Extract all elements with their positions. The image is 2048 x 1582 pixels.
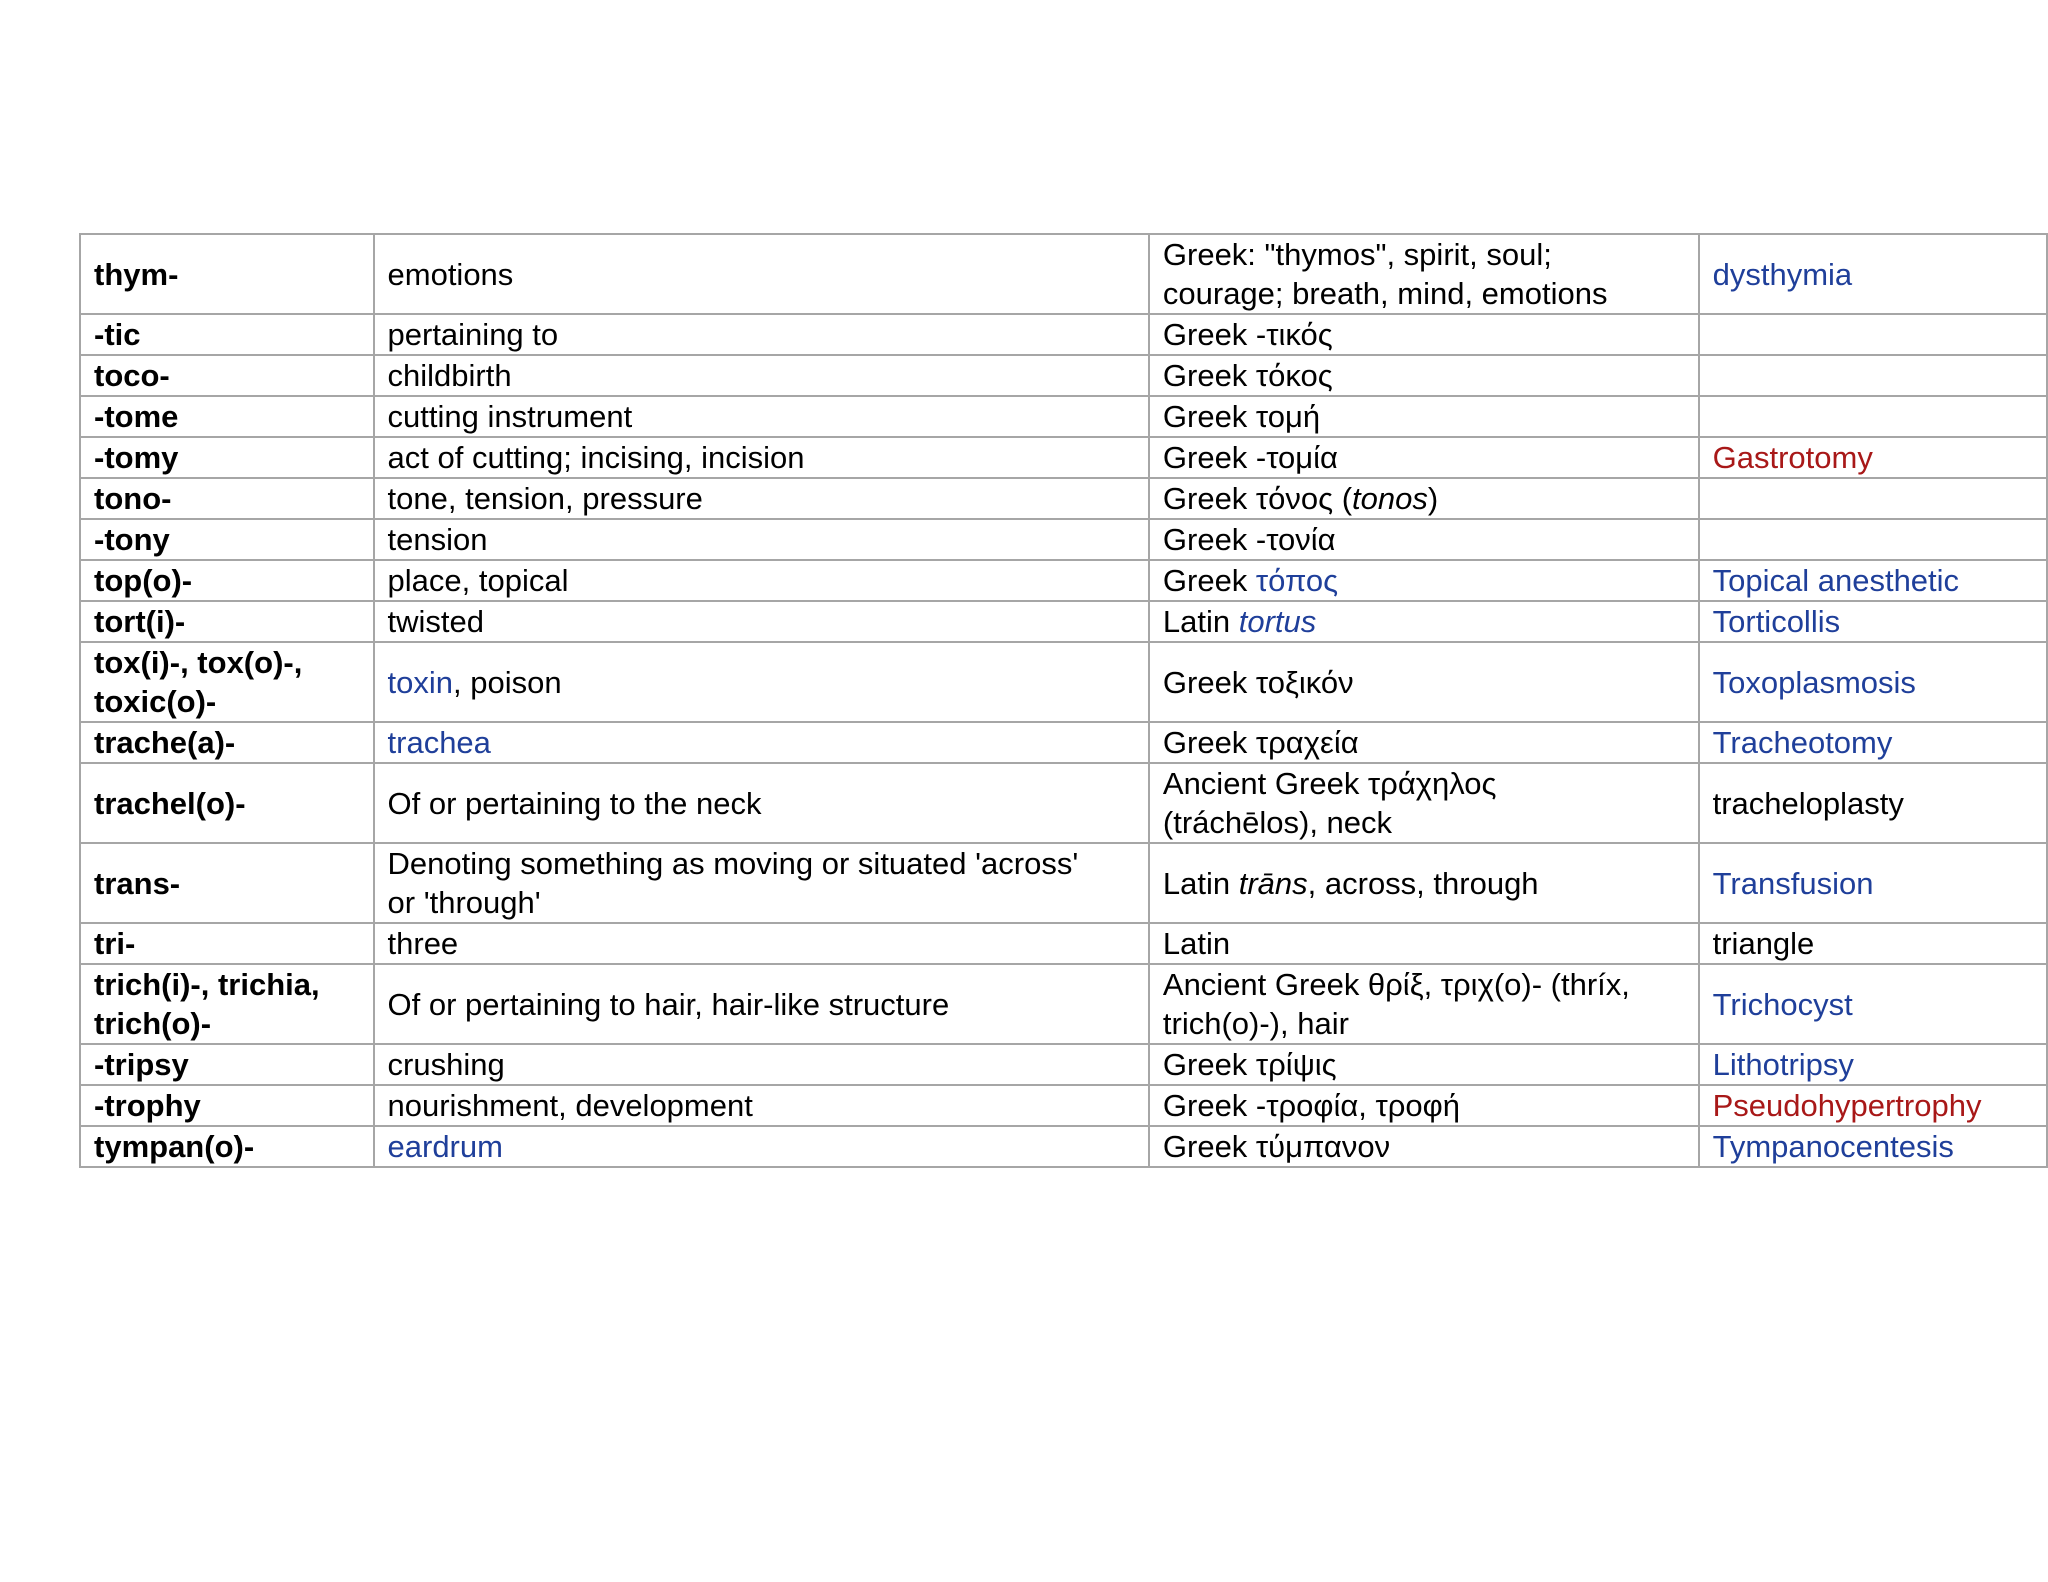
example-cell <box>1699 763 2047 843</box>
term-text: thym- <box>94 256 179 292</box>
cell-text: Greek τύμπανον <box>1162 1129 1391 1164</box>
example-cell <box>1699 1085 2047 1126</box>
table-row <box>80 923 2047 964</box>
cell-text: Greek τόκος <box>1162 358 1333 393</box>
cell-text: tone, tension, pressure <box>387 481 703 516</box>
term-cell <box>80 478 374 519</box>
term-text: tono- <box>94 481 172 516</box>
example-text[interactable]: Tracheotomy <box>1712 725 1893 760</box>
meaning-cell <box>374 1044 1149 1085</box>
cell-line <box>388 1045 1135 1084</box>
example-cell <box>1699 1044 2047 1085</box>
cell-line <box>388 479 1135 518</box>
term-cell <box>80 1044 374 1085</box>
cell-line <box>388 663 1135 702</box>
cell-line <box>1163 924 1685 963</box>
meaning-cell <box>374 601 1149 642</box>
origin-cell <box>1149 355 1699 396</box>
cell-text: Greek -τροφία, τροφή <box>1162 1088 1460 1123</box>
term-text: -tony <box>94 522 170 557</box>
meaning-cell <box>374 234 1149 314</box>
cell-text: Ancient Greek τράχηλος <box>1162 766 1497 801</box>
link-text[interactable]: trachea <box>387 725 491 760</box>
cell-text: Latin <box>1162 604 1239 639</box>
cell-text: Greek -τικός <box>1162 317 1333 352</box>
table-row <box>80 234 2047 314</box>
table-row <box>80 964 2047 1044</box>
term-text: -tripsy <box>94 1047 189 1082</box>
table-row <box>80 1044 2047 1085</box>
cell-text: tonos <box>1352 481 1428 516</box>
example-cell <box>1699 478 2047 519</box>
example-cell <box>1699 560 2047 601</box>
term-text: tort(i)- <box>94 604 186 639</box>
cell-line <box>388 397 1135 436</box>
cell-text: twisted <box>387 604 484 639</box>
origin-cell <box>1149 1085 1699 1126</box>
cell-text: Greek τοξικόν <box>1162 664 1354 700</box>
cell-line <box>1163 1086 1685 1125</box>
cell-text: Greek τομή <box>1162 399 1321 434</box>
origin-cell <box>1149 478 1699 519</box>
origin-cell <box>1149 601 1699 642</box>
term-cell <box>80 1085 374 1126</box>
table-row <box>80 437 2047 478</box>
cell-line <box>1163 315 1685 354</box>
cell-text: trāns <box>1238 865 1308 901</box>
meaning-cell <box>374 964 1149 1044</box>
example-cell <box>1699 355 2047 396</box>
example-cell <box>1699 314 2047 355</box>
example-cell <box>1699 642 2047 722</box>
cell-text: pertaining to <box>387 317 559 352</box>
link-text[interactable]: eardrum <box>387 1129 503 1164</box>
term-text: tri- <box>94 926 136 961</box>
cell-text: Greek τόνος ( <box>1162 481 1353 516</box>
term-cell <box>80 843 374 923</box>
cell-line <box>1163 1045 1685 1084</box>
cell-text: courage; breath, mind, emotions <box>1162 276 1608 311</box>
term-cell <box>80 601 374 642</box>
term-text: -tomy <box>94 440 179 475</box>
cell-text: Of or pertaining to the neck <box>387 785 762 821</box>
cell-line <box>1163 965 1685 1004</box>
table-row <box>80 478 2047 519</box>
link-text[interactable]: toxin <box>387 664 453 700</box>
cell-text: Greek -τονία <box>1162 522 1336 557</box>
table-row <box>80 560 2047 601</box>
cell-text: nourishment, development <box>387 1088 753 1123</box>
term-cell <box>80 396 374 437</box>
example-cell <box>1699 601 2047 642</box>
cell-line <box>1163 864 1685 903</box>
example-text: triangle <box>1712 926 1815 961</box>
term-text: trans- <box>94 865 181 901</box>
table-row <box>80 843 2047 923</box>
cell-text: Greek τρίψις <box>1162 1047 1337 1082</box>
cell-text: crushing <box>387 1047 505 1082</box>
term-cell <box>80 314 374 355</box>
term-cell <box>80 642 374 722</box>
term-cell <box>80 763 374 843</box>
term-text: -trophy <box>94 1088 201 1123</box>
cell-line <box>1163 520 1685 559</box>
cell-line <box>388 255 1135 294</box>
cell-line <box>1163 438 1685 477</box>
cell-text: Greek <box>1162 563 1256 598</box>
term-text: top(o)- <box>94 563 193 598</box>
origin-cell <box>1149 1126 1699 1167</box>
cell-text: cutting instrument <box>387 399 633 434</box>
table-row <box>80 1126 2047 1167</box>
meaning-cell <box>374 314 1149 355</box>
example-text[interactable]: Torticollis <box>1712 604 1841 639</box>
term-text: trache(a)- <box>94 725 236 760</box>
origin-cell <box>1149 314 1699 355</box>
origin-cell <box>1149 396 1699 437</box>
cell-line <box>1163 803 1685 842</box>
cell-line <box>1163 235 1685 274</box>
example-text[interactable]: Trichocyst <box>1712 986 1853 1022</box>
table-row <box>80 519 2047 560</box>
example-cell <box>1699 437 2047 478</box>
cell-text: Greek τραχεία <box>1162 725 1359 760</box>
table-row <box>80 1085 2047 1126</box>
term-cell <box>80 560 374 601</box>
cell-line <box>1163 274 1685 313</box>
table-row <box>80 355 2047 396</box>
origin-cell <box>1149 763 1699 843</box>
term-cell <box>80 964 374 1044</box>
meaning-cell <box>374 642 1149 722</box>
cell-line <box>388 438 1135 477</box>
example-text: Pseudohypertrophy <box>1712 1088 1982 1123</box>
meaning-cell <box>374 519 1149 560</box>
table-row <box>80 601 2047 642</box>
link-text[interactable]: τόπος <box>1255 563 1339 598</box>
example-text[interactable]: dysthymia <box>1712 256 1853 292</box>
term-line: trich(i)-, trichia, <box>94 967 320 1002</box>
term-line: toxic(o)- <box>94 684 217 719</box>
cell-text: Ancient Greek θρίξ, τριχ(ο)- (thríx, <box>1162 967 1630 1002</box>
term-line: tox(i)-, tox(o)-, <box>94 645 303 680</box>
example-cell <box>1699 396 2047 437</box>
meaning-cell <box>374 1126 1149 1167</box>
origin-cell <box>1149 923 1699 964</box>
cell-text: three <box>387 926 459 961</box>
cell-line <box>388 1127 1135 1166</box>
origin-cell <box>1149 519 1699 560</box>
cell-line <box>388 784 1135 823</box>
cell-text: Of or pertaining to hair, hair-like structure <box>387 986 950 1022</box>
origin-cell <box>1149 964 1699 1044</box>
cell-line <box>388 561 1135 600</box>
meaning-cell <box>374 722 1149 763</box>
meaning-cell <box>374 843 1149 923</box>
cell-line <box>388 844 1135 883</box>
example-cell <box>1699 519 2047 560</box>
term-cell <box>80 234 374 314</box>
cell-line <box>388 883 1135 922</box>
cell-text: tension <box>387 522 488 557</box>
table-row <box>80 763 2047 843</box>
origin-cell <box>1149 437 1699 478</box>
cell-text: emotions <box>387 256 514 292</box>
example-cell <box>1699 722 2047 763</box>
cell-line <box>1163 561 1685 600</box>
cell-text: , across, through <box>1307 865 1539 901</box>
term-text: trachel(o)- <box>94 785 246 821</box>
cell-line <box>388 602 1135 641</box>
example-text[interactable]: Transfusion <box>1712 865 1874 901</box>
term-cell <box>80 519 374 560</box>
cell-line <box>1163 1127 1685 1166</box>
cell-line <box>1163 723 1685 762</box>
cell-line <box>388 985 1135 1024</box>
term-cell <box>80 355 374 396</box>
term-text: tympan(o)- <box>94 1129 255 1164</box>
cell-text: childbirth <box>387 358 512 393</box>
origin-cell <box>1149 1044 1699 1085</box>
cell-text: act of cutting; incising, incision <box>387 440 805 475</box>
origin-cell <box>1149 560 1699 601</box>
example-cell <box>1699 964 2047 1044</box>
cell-text: Latin <box>1162 926 1231 961</box>
cell-text: trich(o)-), hair <box>1162 1006 1349 1041</box>
meaning-cell <box>374 923 1149 964</box>
terms-table-body <box>80 234 2047 1167</box>
cell-text: or 'through' <box>387 885 541 920</box>
example-text[interactable]: Lithotripsy <box>1712 1047 1854 1082</box>
cell-line <box>1163 397 1685 436</box>
table-row <box>80 314 2047 355</box>
term-cell <box>80 722 374 763</box>
cell-line <box>388 520 1135 559</box>
cell-text: Greek -τομία <box>1162 440 1338 475</box>
origin-cell <box>1149 234 1699 314</box>
cell-line <box>388 315 1135 354</box>
term-cell <box>80 437 374 478</box>
example-cell <box>1699 1126 2047 1167</box>
example-cell <box>1699 234 2047 314</box>
example-text: tracheloplasty <box>1712 785 1904 821</box>
example-cell <box>1699 843 2047 923</box>
cell-text: place, topical <box>387 563 569 598</box>
example-cell <box>1699 923 2047 964</box>
cell-line <box>1163 764 1685 803</box>
origin-cell <box>1149 722 1699 763</box>
term-text: toco- <box>94 358 170 393</box>
cell-text: Greek: "thymos", spirit, soul; <box>1162 237 1552 272</box>
terms-table <box>79 233 2048 1168</box>
cell-text: ) <box>1427 481 1439 516</box>
example-text: Gastrotomy <box>1712 440 1873 475</box>
cell-line <box>1163 663 1685 702</box>
example-text[interactable]: Tympanocentesis <box>1712 1129 1954 1164</box>
meaning-cell <box>374 560 1149 601</box>
cell-line <box>388 1086 1135 1125</box>
example-text[interactable]: Toxoplasmosis <box>1712 664 1916 700</box>
table-row <box>80 396 2047 437</box>
cell-line <box>388 924 1135 963</box>
term-cell <box>80 1126 374 1167</box>
term-text: -tome <box>94 399 179 434</box>
cell-line <box>1163 602 1685 641</box>
cell-text: , poison <box>453 664 562 700</box>
meaning-cell <box>374 763 1149 843</box>
meaning-cell <box>374 355 1149 396</box>
cell-line <box>1163 356 1685 395</box>
table-row <box>80 722 2047 763</box>
origin-cell <box>1149 642 1699 722</box>
cell-text: Denoting something as moving or situated 'across' <box>387 846 1079 881</box>
cell-line <box>388 723 1135 762</box>
link-text[interactable]: tortus <box>1238 604 1317 639</box>
term-cell <box>80 923 374 964</box>
meaning-cell <box>374 396 1149 437</box>
cell-text: Latin <box>1162 865 1239 901</box>
cell-line <box>388 356 1135 395</box>
meaning-cell <box>374 478 1149 519</box>
meaning-cell <box>374 437 1149 478</box>
term-line: trich(o)- <box>94 1006 212 1041</box>
example-text[interactable]: Topical anesthetic <box>1712 563 1960 598</box>
origin-cell <box>1149 843 1699 923</box>
cell-text: (tráchēlos), neck <box>1162 805 1393 840</box>
table-row <box>80 642 2047 722</box>
term-text: -tic <box>94 317 141 352</box>
cell-line <box>1163 479 1685 518</box>
cell-line <box>1163 1004 1685 1043</box>
meaning-cell <box>374 1085 1149 1126</box>
